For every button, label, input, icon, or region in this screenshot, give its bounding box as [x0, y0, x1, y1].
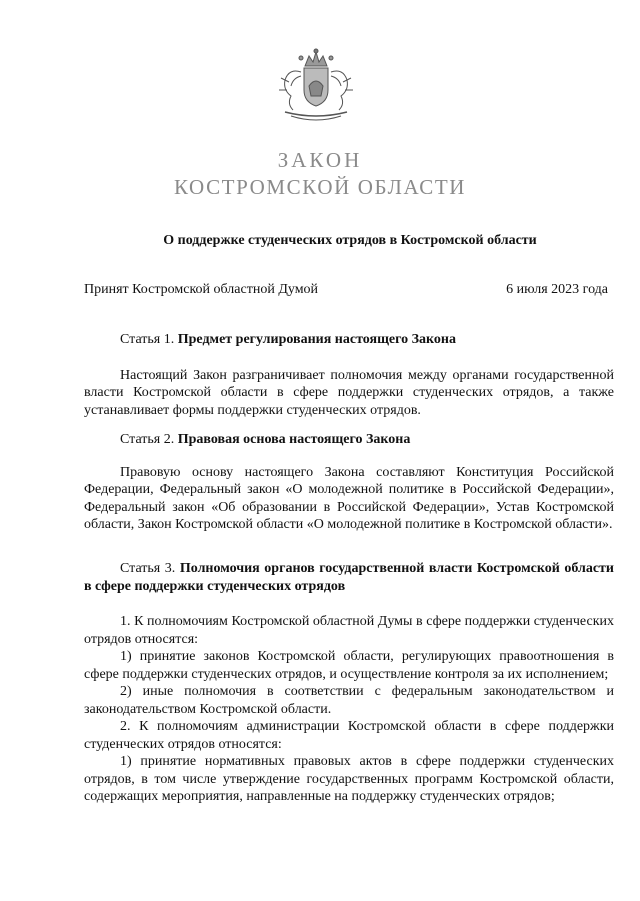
paragraph: 1. К полномочиям Костромской областной Думы в сфере поддержки студенческих отрядов относятся: [84, 614, 614, 647]
adoption-line [84, 282, 608, 298]
article-1 [84, 331, 614, 419]
document-title: О поддержке студенческих отрядов в Костромской области [163, 233, 537, 248]
paragraph: 2. К полномочиям администрации Костромской области в сфере поддержки студенческих отрядов относятся: [84, 719, 614, 752]
article-3 [84, 560, 614, 806]
paragraph: 1) принятие законов Костромской области, регулирующих правоотношения в сфере поддержки студенческих отрядов, и осуществление контроля за их исполнением; [84, 649, 614, 682]
adoption-date: 6 июля 2023 года [506, 282, 608, 297]
article-2 [84, 431, 614, 534]
article-heading: Статья 2. Правовая основа настоящего Закона [120, 432, 411, 447]
paragraph: Правовую основу настоящего Закона составляют Конституция Российской Федерации, Федеральный закон «О молодежной политике в Российской Федерации», Федеральный закон «Об образовании в Российской Федерации», Устав Костромской области, Закон Костромской области «О молодежной политике в Костромской области». [84, 464, 614, 532]
coat-of-arms-icon [271, 46, 361, 124]
paragraph: Настоящий Закон разграничивает полномочия между органами государственной власти Костромской области в сфере поддержки студенческих отрядов, а также устанавливает формы поддержки студенческих отрядов. [84, 367, 614, 418]
article-heading: Статья 3. Полномочия органов государственной власти Костромской области в сфере поддержки студенческих отрядов [84, 561, 614, 594]
article-heading: Статья 1. Предмет регулирования настоящего Закона [120, 332, 456, 347]
paragraph: 1) принятие нормативных правовых актов в сфере поддержки студенческих отрядов, в том числе утверждение государственных программ Костромской области, содержащих мероприятия, направленные на поддержку студенческих отрядов; [84, 754, 614, 804]
paragraph: 2) иные полномочия в соответствии с федеральным законодательством и законодательством Костромской области. [84, 684, 614, 717]
adopted-by: Принят Костромской областной Думой [84, 282, 319, 297]
header-region: КОСТРОМСКОЙ ОБЛАСТИ [173, 175, 467, 199]
header-law: ЗАКОН [277, 148, 363, 172]
